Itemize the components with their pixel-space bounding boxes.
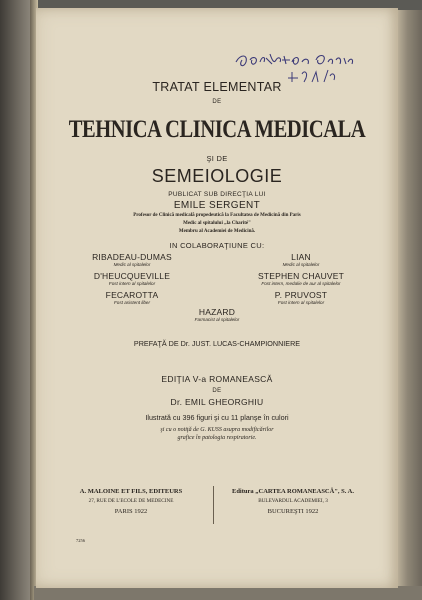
collaborator-right-2 [236, 271, 366, 286]
title-line-1: TRATAT ELEMENTAR [152, 80, 282, 94]
publisher-paris [56, 488, 206, 515]
edition-de: DE [212, 388, 222, 394]
collaborator-left-1 [82, 252, 182, 267]
title-de: DE [212, 99, 222, 105]
translator-name: Dr. EMIL GHEORGHIU [170, 397, 264, 407]
main-title: TEHNICA CLINICA MEDICALA [68, 116, 366, 143]
publisher-address: BULEVARDUL ACADEMIEI, 3 [258, 498, 328, 504]
collaborator-name: STEPHEN CHAUVET [257, 271, 345, 281]
publisher-name: A. MALOINE ET FILS, EDITEURS [79, 488, 183, 495]
collaborator-role: Farmacist al spitalelor [194, 317, 240, 322]
collaborator-name: P. PRUVOST [274, 290, 328, 300]
collaborator-name: RIBADEAU-DUMAS [92, 252, 172, 262]
title-si-de: ŞI DE [206, 154, 228, 163]
publisher-city: PARIS 1922 [114, 508, 148, 515]
direction-label: PUBLICAT SUB DIRECŢIA LUI [168, 191, 266, 198]
collaborator-left-2 [82, 271, 182, 286]
collaborator-name: FECAROTTA [105, 290, 159, 300]
publisher-divider [213, 486, 214, 524]
book-cover-edge [0, 0, 30, 600]
collaborator-name: HAZARD [198, 307, 236, 317]
credential-line-2: Medic al spitalului „la Charité" [183, 221, 251, 226]
collaborator-right-3 [236, 290, 366, 305]
collaborator-role: Fost intern al spitalelor [277, 300, 325, 305]
collaborator-center [36, 307, 398, 322]
preface-line: PREFAŢĂ DE Dr. JUST. LUCAS-CHAMPIONNIERE [133, 339, 301, 348]
illustrations-line: Ilustrată cu 396 figuri şi cu 11 planşe în culori [145, 413, 289, 422]
collaborator-role: Medic al spitalelor [282, 262, 320, 267]
publisher-address: 27, RUE DE L'ECOLE DE MEDECINE [88, 498, 174, 504]
title-page [36, 8, 398, 588]
collaborator-role: Fost intern al spitalelor [108, 281, 156, 286]
credential-line-1: Profesor de Clinică medicală propedeutică la Facultatea de Medicină din Paris [133, 213, 301, 218]
page-edges [398, 10, 422, 590]
collaborator-name: D'HEUCQUEVILLE [93, 271, 171, 281]
collaborator-left-3 [82, 290, 182, 305]
publisher-city: BUCUREŞTI 1922 [267, 508, 319, 515]
edition-label: EDIŢIA V-a ROMANEASCĂ [161, 374, 273, 384]
subtitle: SEMEIOLOGIE [151, 166, 283, 186]
collab-label: IN COLABORAŢIUNE CU: [169, 241, 265, 250]
printer-number: 7256 [76, 538, 85, 543]
collaborator-role: Medic al spitalelor [113, 262, 151, 267]
collaborator-role: Fost asistent liber [114, 300, 150, 305]
publisher-bucharest [218, 488, 368, 515]
note-line-2: grafice în patologia respiratorie. [177, 435, 257, 441]
author-name: EMILE SERGENT [173, 200, 261, 211]
book-bottom-edge [34, 586, 422, 600]
credential-line-3: Membru al Academiei de Medicină. [178, 229, 256, 234]
collaborator-right-1 [236, 252, 366, 267]
collaborator-name: LIAN [291, 252, 311, 262]
collaborator-role: Fost intern, medalie de aur al spitalelor [261, 281, 341, 286]
note-line-1: şi cu o notiţă de G. KUSS asupra modificărilor [160, 427, 274, 433]
publisher-name: Editura „CARTEA ROMANEASCĂ", S. A. [231, 488, 355, 495]
